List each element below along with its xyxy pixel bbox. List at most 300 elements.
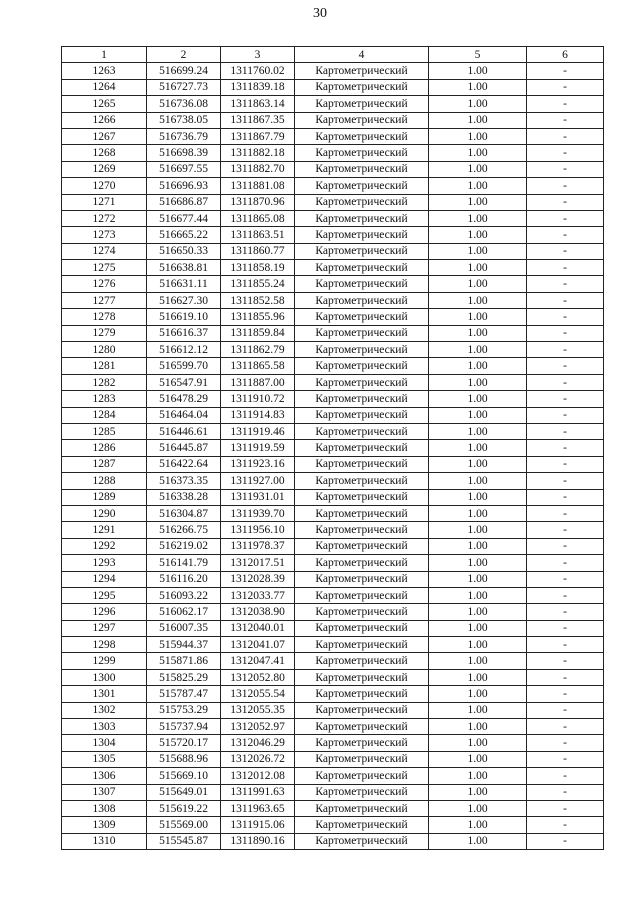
note-cell: - <box>527 210 604 226</box>
note-cell: - <box>527 227 604 243</box>
accuracy-cell: 1.00 <box>429 178 527 194</box>
accuracy-cell: 1.00 <box>429 407 527 423</box>
method-cell: Картометрический <box>295 374 429 390</box>
method-cell: Картометрический <box>295 161 429 177</box>
method-cell: Картометрический <box>295 702 429 718</box>
accuracy-cell: 1.00 <box>429 440 527 456</box>
x-coordinate-cell: 516686.87 <box>147 194 221 210</box>
method-cell: Картометрический <box>295 571 429 587</box>
note-cell: - <box>527 637 604 653</box>
note-cell: - <box>527 407 604 423</box>
point-number-cell: 1297 <box>62 620 147 636</box>
accuracy-cell: 1.00 <box>429 587 527 603</box>
y-coordinate-cell: 1311931.01 <box>221 489 295 505</box>
accuracy-cell: 1.00 <box>429 833 527 849</box>
table-row <box>62 260 604 276</box>
point-number-cell: 1301 <box>62 686 147 702</box>
table-row <box>62 555 604 571</box>
method-cell: Картометрический <box>295 817 429 833</box>
method-cell: Картометрический <box>295 538 429 554</box>
point-number-cell: 1290 <box>62 505 147 521</box>
table-row <box>62 784 604 800</box>
x-coordinate-cell: 516007.35 <box>147 620 221 636</box>
point-number-cell: 1305 <box>62 751 147 767</box>
page-number: 30 <box>313 6 327 21</box>
y-coordinate-cell: 1311910.72 <box>221 391 295 407</box>
x-coordinate-cell: 516373.35 <box>147 473 221 489</box>
point-number-cell: 1268 <box>62 145 147 161</box>
x-coordinate-cell: 516665.22 <box>147 227 221 243</box>
table-row <box>62 571 604 587</box>
table-row <box>62 63 604 79</box>
method-cell: Картометрический <box>295 587 429 603</box>
table-row <box>62 292 604 308</box>
note-cell: - <box>527 719 604 735</box>
point-number-cell: 1270 <box>62 178 147 194</box>
accuracy-cell: 1.00 <box>429 751 527 767</box>
method-cell: Картометрический <box>295 522 429 538</box>
x-coordinate-cell: 515825.29 <box>147 669 221 685</box>
method-cell: Картометрический <box>295 292 429 308</box>
point-number-cell: 1264 <box>62 79 147 95</box>
accuracy-cell: 1.00 <box>429 686 527 702</box>
note-cell: - <box>527 751 604 767</box>
y-coordinate-cell: 1311863.14 <box>221 96 295 112</box>
accuracy-cell: 1.00 <box>429 702 527 718</box>
x-coordinate-cell: 516612.12 <box>147 342 221 358</box>
note-cell: - <box>527 735 604 751</box>
point-number-cell: 1291 <box>62 522 147 538</box>
accuracy-cell: 1.00 <box>429 374 527 390</box>
y-coordinate-cell: 1311862.79 <box>221 342 295 358</box>
table-row <box>62 145 604 161</box>
point-number-cell: 1294 <box>62 571 147 587</box>
accuracy-cell: 1.00 <box>429 358 527 374</box>
x-coordinate-cell: 516266.75 <box>147 522 221 538</box>
method-cell: Картометрический <box>295 358 429 374</box>
note-cell: - <box>527 260 604 276</box>
x-coordinate-cell: 516736.08 <box>147 96 221 112</box>
method-cell: Картометрический <box>295 260 429 276</box>
method-cell: Картометрический <box>295 440 429 456</box>
method-cell: Картометрический <box>295 96 429 112</box>
accuracy-cell: 1.00 <box>429 342 527 358</box>
note-cell: - <box>527 686 604 702</box>
point-number-cell: 1295 <box>62 587 147 603</box>
method-cell: Картометрический <box>295 735 429 751</box>
accuracy-cell: 1.00 <box>429 423 527 439</box>
point-number-cell: 1277 <box>62 292 147 308</box>
accuracy-cell: 1.00 <box>429 128 527 144</box>
accuracy-cell: 1.00 <box>429 800 527 816</box>
column-header: 4 <box>295 47 429 63</box>
point-number-cell: 1288 <box>62 473 147 489</box>
note-cell: - <box>527 538 604 554</box>
method-cell: Картометрический <box>295 620 429 636</box>
y-coordinate-cell: 1312055.35 <box>221 702 295 718</box>
x-coordinate-cell: 516446.61 <box>147 423 221 439</box>
y-coordinate-cell: 1311867.35 <box>221 112 295 128</box>
y-coordinate-cell: 1311839.18 <box>221 79 295 95</box>
column-header: 3 <box>221 47 295 63</box>
y-coordinate-cell: 1312047.41 <box>221 653 295 669</box>
x-coordinate-cell: 515787.47 <box>147 686 221 702</box>
accuracy-cell: 1.00 <box>429 473 527 489</box>
table-row <box>62 719 604 735</box>
table-row <box>62 309 604 325</box>
table-row <box>62 768 604 784</box>
table-row <box>62 522 604 538</box>
point-number-cell: 1304 <box>62 735 147 751</box>
method-cell: Картометрический <box>295 751 429 767</box>
y-coordinate-cell: 1311870.96 <box>221 194 295 210</box>
table-row <box>62 538 604 554</box>
accuracy-cell: 1.00 <box>429 210 527 226</box>
method-cell: Картометрический <box>295 653 429 669</box>
y-coordinate-cell: 1311881.08 <box>221 178 295 194</box>
y-coordinate-cell: 1311882.70 <box>221 161 295 177</box>
note-cell: - <box>527 342 604 358</box>
accuracy-cell: 1.00 <box>429 194 527 210</box>
y-coordinate-cell: 1311927.00 <box>221 473 295 489</box>
accuracy-cell: 1.00 <box>429 669 527 685</box>
table-row <box>62 342 604 358</box>
accuracy-cell: 1.00 <box>429 604 527 620</box>
point-number-cell: 1302 <box>62 702 147 718</box>
table-row <box>62 620 604 636</box>
accuracy-cell: 1.00 <box>429 653 527 669</box>
accuracy-cell: 1.00 <box>429 784 527 800</box>
y-coordinate-cell: 1312033.77 <box>221 587 295 603</box>
y-coordinate-cell: 1311855.24 <box>221 276 295 292</box>
method-cell: Картометрический <box>295 145 429 161</box>
x-coordinate-cell: 515688.96 <box>147 751 221 767</box>
note-cell: - <box>527 374 604 390</box>
method-cell: Картометрический <box>295 227 429 243</box>
point-number-cell: 1309 <box>62 817 147 833</box>
y-coordinate-cell: 1311852.58 <box>221 292 295 308</box>
table-row <box>62 440 604 456</box>
accuracy-cell: 1.00 <box>429 505 527 521</box>
table-row <box>62 79 604 95</box>
y-coordinate-cell: 1311978.37 <box>221 538 295 554</box>
point-number-cell: 1308 <box>62 800 147 816</box>
y-coordinate-cell: 1311882.18 <box>221 145 295 161</box>
x-coordinate-cell: 516619.10 <box>147 309 221 325</box>
method-cell: Картометрический <box>295 604 429 620</box>
y-coordinate-cell: 1311991.63 <box>221 784 295 800</box>
point-number-cell: 1276 <box>62 276 147 292</box>
method-cell: Картометрический <box>295 719 429 735</box>
accuracy-cell: 1.00 <box>429 555 527 571</box>
x-coordinate-cell: 515649.01 <box>147 784 221 800</box>
accuracy-cell: 1.00 <box>429 620 527 636</box>
x-coordinate-cell: 516616.37 <box>147 325 221 341</box>
table-row <box>62 325 604 341</box>
y-coordinate-cell: 1311919.59 <box>221 440 295 456</box>
accuracy-cell: 1.00 <box>429 243 527 259</box>
table-row <box>62 423 604 439</box>
method-cell: Картометрический <box>295 194 429 210</box>
accuracy-cell: 1.00 <box>429 161 527 177</box>
note-cell: - <box>527 178 604 194</box>
x-coordinate-cell: 516547.91 <box>147 374 221 390</box>
y-coordinate-cell: 1312052.80 <box>221 669 295 685</box>
point-number-cell: 1274 <box>62 243 147 259</box>
y-coordinate-cell: 1311760.02 <box>221 63 295 79</box>
method-cell: Картометрический <box>295 276 429 292</box>
table-row <box>62 653 604 669</box>
y-coordinate-cell: 1312055.54 <box>221 686 295 702</box>
y-coordinate-cell: 1311858.19 <box>221 260 295 276</box>
note-cell: - <box>527 817 604 833</box>
point-number-cell: 1271 <box>62 194 147 210</box>
note-cell: - <box>527 292 604 308</box>
x-coordinate-cell: 516464.04 <box>147 407 221 423</box>
x-coordinate-cell: 516650.33 <box>147 243 221 259</box>
x-coordinate-cell: 516727.73 <box>147 79 221 95</box>
point-number-cell: 1298 <box>62 637 147 653</box>
method-cell: Картометрический <box>295 456 429 472</box>
table-row <box>62 735 604 751</box>
note-cell: - <box>527 325 604 341</box>
accuracy-cell: 1.00 <box>429 456 527 472</box>
table-row <box>62 833 604 849</box>
point-number-cell: 1266 <box>62 112 147 128</box>
accuracy-cell: 1.00 <box>429 571 527 587</box>
note-cell: - <box>527 423 604 439</box>
y-coordinate-cell: 1311956.10 <box>221 522 295 538</box>
x-coordinate-cell: 515545.87 <box>147 833 221 849</box>
point-number-cell: 1283 <box>62 391 147 407</box>
note-cell: - <box>527 604 604 620</box>
point-number-cell: 1287 <box>62 456 147 472</box>
x-coordinate-cell: 515569.00 <box>147 817 221 833</box>
point-number-cell: 1263 <box>62 63 147 79</box>
method-cell: Картометрический <box>295 505 429 521</box>
table-row <box>62 751 604 767</box>
table-row <box>62 210 604 226</box>
point-number-cell: 1265 <box>62 96 147 112</box>
y-coordinate-cell: 1311855.96 <box>221 309 295 325</box>
y-coordinate-cell: 1311863.51 <box>221 227 295 243</box>
y-coordinate-cell: 1312046.29 <box>221 735 295 751</box>
table-row <box>62 243 604 259</box>
y-coordinate-cell: 1311859.84 <box>221 325 295 341</box>
x-coordinate-cell: 516093.22 <box>147 587 221 603</box>
point-number-cell: 1292 <box>62 538 147 554</box>
point-number-cell: 1273 <box>62 227 147 243</box>
y-coordinate-cell: 1312052.97 <box>221 719 295 735</box>
x-coordinate-cell: 515720.17 <box>147 735 221 751</box>
table-row <box>62 407 604 423</box>
x-coordinate-cell: 516062.17 <box>147 604 221 620</box>
x-coordinate-cell: 515944.37 <box>147 637 221 653</box>
table-row <box>62 637 604 653</box>
note-cell: - <box>527 128 604 144</box>
note-cell: - <box>527 243 604 259</box>
x-coordinate-cell: 516141.79 <box>147 555 221 571</box>
method-cell: Картометрический <box>295 686 429 702</box>
y-coordinate-cell: 1311939.70 <box>221 505 295 521</box>
method-cell: Картометрический <box>295 210 429 226</box>
note-cell: - <box>527 276 604 292</box>
method-cell: Картометрический <box>295 112 429 128</box>
point-number-cell: 1286 <box>62 440 147 456</box>
note-cell: - <box>527 702 604 718</box>
note-cell: - <box>527 79 604 95</box>
x-coordinate-cell: 516736.79 <box>147 128 221 144</box>
method-cell: Картометрический <box>295 63 429 79</box>
method-cell: Картометрический <box>295 391 429 407</box>
y-coordinate-cell: 1311915.06 <box>221 817 295 833</box>
table-row <box>62 358 604 374</box>
y-coordinate-cell: 1312041.07 <box>221 637 295 653</box>
accuracy-cell: 1.00 <box>429 735 527 751</box>
y-coordinate-cell: 1312017.51 <box>221 555 295 571</box>
note-cell: - <box>527 620 604 636</box>
x-coordinate-cell: 515753.29 <box>147 702 221 718</box>
note-cell: - <box>527 653 604 669</box>
point-number-cell: 1272 <box>62 210 147 226</box>
point-number-cell: 1278 <box>62 309 147 325</box>
point-number-cell: 1284 <box>62 407 147 423</box>
x-coordinate-cell: 516638.81 <box>147 260 221 276</box>
accuracy-cell: 1.00 <box>429 391 527 407</box>
point-number-cell: 1306 <box>62 768 147 784</box>
note-cell: - <box>527 309 604 325</box>
column-header: 5 <box>429 47 527 63</box>
note-cell: - <box>527 96 604 112</box>
method-cell: Картометрический <box>295 784 429 800</box>
x-coordinate-cell: 516677.44 <box>147 210 221 226</box>
note-cell: - <box>527 440 604 456</box>
x-coordinate-cell: 516696.93 <box>147 178 221 194</box>
note-cell: - <box>527 112 604 128</box>
note-cell: - <box>527 784 604 800</box>
note-cell: - <box>527 456 604 472</box>
note-cell: - <box>527 587 604 603</box>
table-row <box>62 587 604 603</box>
table-row <box>62 178 604 194</box>
table-row <box>62 456 604 472</box>
point-number-cell: 1296 <box>62 604 147 620</box>
accuracy-cell: 1.00 <box>429 817 527 833</box>
y-coordinate-cell: 1311963.65 <box>221 800 295 816</box>
x-coordinate-cell: 515619.22 <box>147 800 221 816</box>
accuracy-cell: 1.00 <box>429 112 527 128</box>
accuracy-cell: 1.00 <box>429 522 527 538</box>
column-header: 6 <box>527 47 604 63</box>
point-number-cell: 1279 <box>62 325 147 341</box>
x-coordinate-cell: 516738.05 <box>147 112 221 128</box>
x-coordinate-cell: 516422.64 <box>147 456 221 472</box>
accuracy-cell: 1.00 <box>429 260 527 276</box>
table-row <box>62 227 604 243</box>
note-cell: - <box>527 768 604 784</box>
note-cell: - <box>527 555 604 571</box>
note-cell: - <box>527 358 604 374</box>
note-cell: - <box>527 391 604 407</box>
method-cell: Картометрический <box>295 800 429 816</box>
header-row <box>62 47 604 63</box>
point-number-cell: 1303 <box>62 719 147 735</box>
accuracy-cell: 1.00 <box>429 637 527 653</box>
y-coordinate-cell: 1311865.58 <box>221 358 295 374</box>
y-coordinate-cell: 1311919.46 <box>221 423 295 439</box>
x-coordinate-cell: 516338.28 <box>147 489 221 505</box>
table-row <box>62 505 604 521</box>
table-row <box>62 604 604 620</box>
method-cell: Картометрический <box>295 489 429 505</box>
method-cell: Картометрический <box>295 79 429 95</box>
table-row <box>62 112 604 128</box>
x-coordinate-cell: 516631.11 <box>147 276 221 292</box>
accuracy-cell: 1.00 <box>429 63 527 79</box>
coordinates-table <box>61 46 604 850</box>
table-row <box>62 489 604 505</box>
x-coordinate-cell: 516627.30 <box>147 292 221 308</box>
method-cell: Картометрический <box>295 669 429 685</box>
table-header <box>62 47 604 63</box>
x-coordinate-cell: 515669.10 <box>147 768 221 784</box>
y-coordinate-cell: 1312028.39 <box>221 571 295 587</box>
x-coordinate-cell: 516445.87 <box>147 440 221 456</box>
x-coordinate-cell: 516116.20 <box>147 571 221 587</box>
point-number-cell: 1267 <box>62 128 147 144</box>
accuracy-cell: 1.00 <box>429 768 527 784</box>
method-cell: Картометрический <box>295 637 429 653</box>
y-coordinate-cell: 1311867.79 <box>221 128 295 144</box>
x-coordinate-cell: 516699.24 <box>147 63 221 79</box>
y-coordinate-cell: 1311914.83 <box>221 407 295 423</box>
point-number-cell: 1310 <box>62 833 147 849</box>
note-cell: - <box>527 522 604 538</box>
accuracy-cell: 1.00 <box>429 96 527 112</box>
x-coordinate-cell: 515871.86 <box>147 653 221 669</box>
note-cell: - <box>527 833 604 849</box>
y-coordinate-cell: 1311860.77 <box>221 243 295 259</box>
note-cell: - <box>527 800 604 816</box>
accuracy-cell: 1.00 <box>429 538 527 554</box>
method-cell: Картометрический <box>295 342 429 358</box>
x-coordinate-cell: 516478.29 <box>147 391 221 407</box>
x-coordinate-cell: 516219.02 <box>147 538 221 554</box>
table-row <box>62 702 604 718</box>
table-row <box>62 669 604 685</box>
point-number-cell: 1280 <box>62 342 147 358</box>
note-cell: - <box>527 194 604 210</box>
column-header: 2 <box>147 47 221 63</box>
point-number-cell: 1269 <box>62 161 147 177</box>
table-row <box>62 161 604 177</box>
note-cell: - <box>527 489 604 505</box>
table-row <box>62 391 604 407</box>
method-cell: Картометрический <box>295 309 429 325</box>
note-cell: - <box>527 145 604 161</box>
note-cell: - <box>527 571 604 587</box>
y-coordinate-cell: 1312012.08 <box>221 768 295 784</box>
x-coordinate-cell: 515737.94 <box>147 719 221 735</box>
y-coordinate-cell: 1311890.16 <box>221 833 295 849</box>
table-row <box>62 96 604 112</box>
accuracy-cell: 1.00 <box>429 489 527 505</box>
table-row <box>62 473 604 489</box>
point-number-cell: 1293 <box>62 555 147 571</box>
table-row <box>62 817 604 833</box>
point-number-cell: 1282 <box>62 374 147 390</box>
point-number-cell: 1285 <box>62 423 147 439</box>
